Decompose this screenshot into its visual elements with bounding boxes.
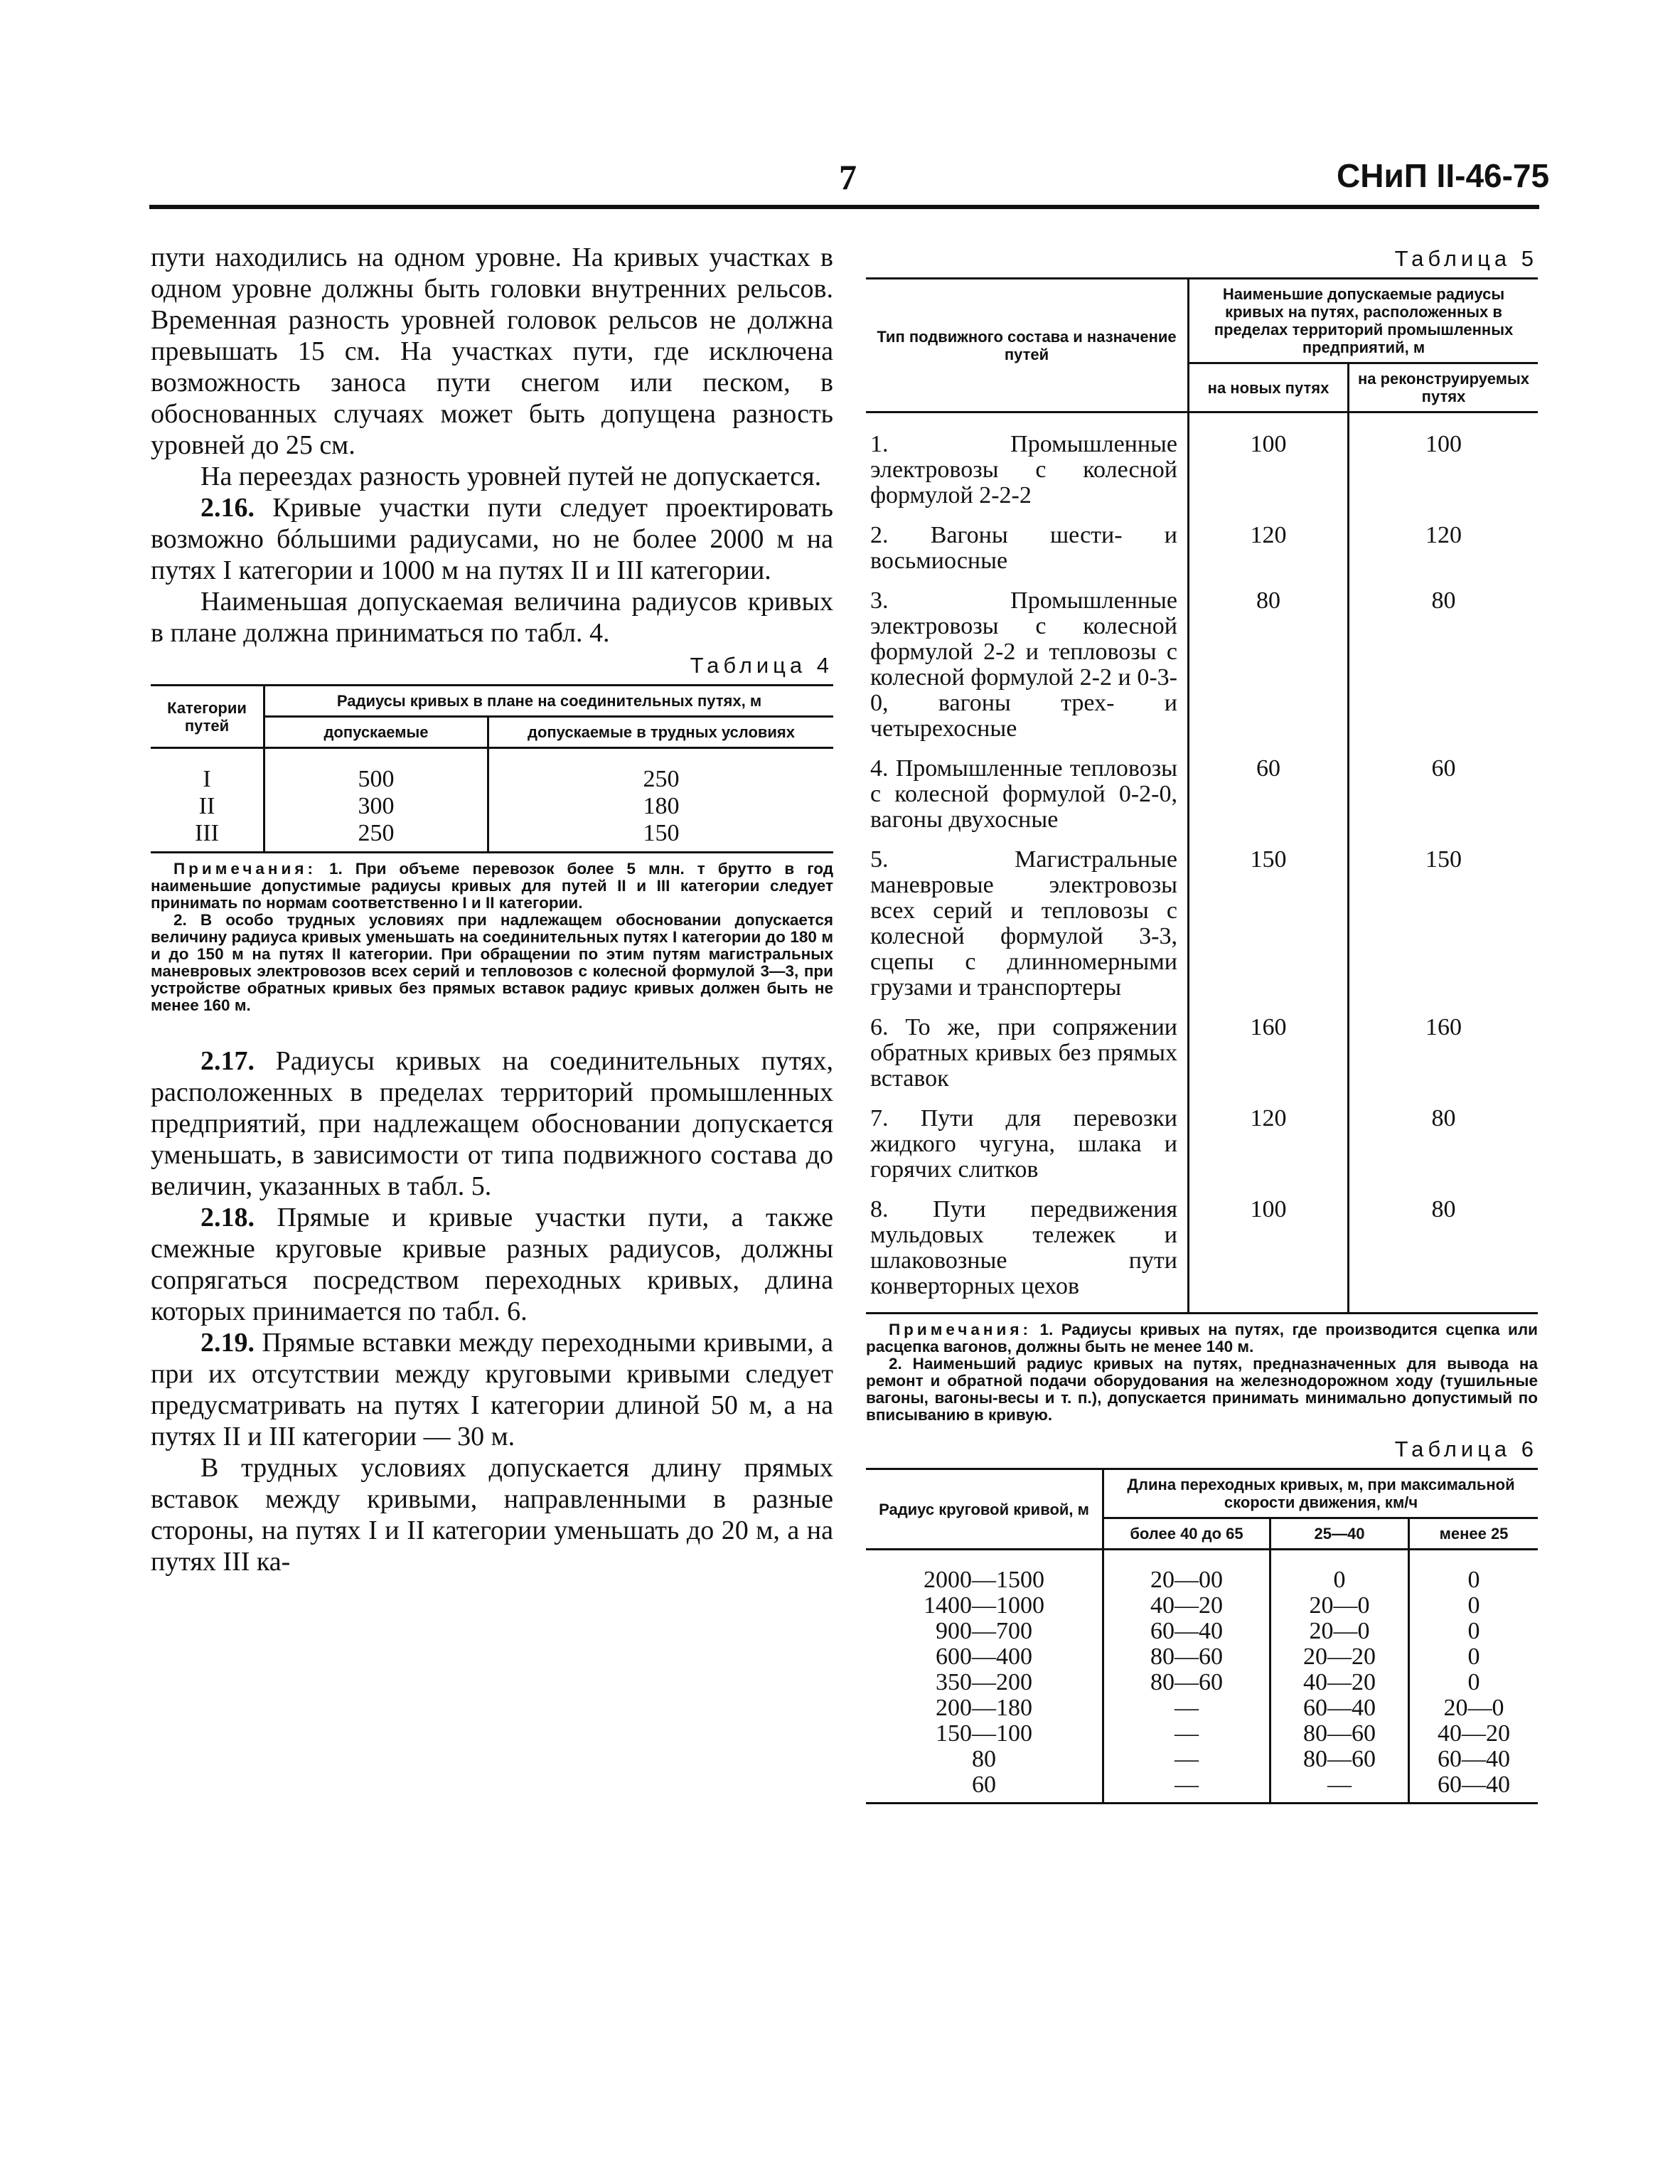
table-row — [151, 820, 833, 853]
table6-header-radius: Радиус круговой кривой, м — [866, 1469, 1103, 1550]
table6-cell-speed-40-65: 40—20 — [1103, 1593, 1270, 1619]
table6-cell-speed-40-65: 80—60 — [1103, 1644, 1270, 1670]
table6-cell-speed-25-40: 20—0 — [1270, 1619, 1409, 1644]
table6-cell-speed-under-25: 0 — [1409, 1567, 1539, 1593]
table6-cell-speed-under-25: 0 — [1409, 1644, 1539, 1670]
table-row — [866, 846, 1538, 1013]
page-number: 7 — [839, 157, 857, 197]
table6-header-speed-25-40: 25—40 — [1270, 1518, 1409, 1550]
table6-cell-speed-40-65: — — [1103, 1772, 1270, 1804]
table6-header-group: Длина переходных кривых, м, при максимальной скорости движения, км/ч — [1103, 1469, 1539, 1518]
table6-cell-speed-25-40: 80—60 — [1270, 1721, 1409, 1747]
clause-number: 2.18. — [200, 1203, 255, 1232]
table5-cell-type: 3. Промышленные электровозы с колесной формулой 2-2 и тепловозы с колесной формулой 2-2 и 0-3-0, вагоны трех- и четырехосные — [870, 587, 1177, 742]
table6-cell-radius: 600—400 — [936, 1644, 1032, 1670]
table6-cell-speed-under-25: 60—40 — [1409, 1747, 1539, 1772]
table6-cell-speed-40-65: 80—60 — [1103, 1670, 1270, 1695]
table-row — [866, 1721, 1538, 1747]
table-row — [866, 1695, 1538, 1721]
table4-header-category: Категории путей — [151, 686, 264, 748]
table4 — [151, 684, 833, 853]
table6-cell-radius: 80 — [972, 1746, 996, 1772]
table5-cell-new: 120 — [1189, 521, 1349, 587]
clause-text: Кривые участки пути следует проектировать возможно бóльшими радиусами, но не более 2000 м на путях I категории и 1000 м на путях II и III категории. — [151, 493, 833, 585]
table5-cell-type: 7. Пути для перевозки жидкого чугуна, шлака и горячих слитков — [870, 1105, 1177, 1183]
clause-number: 2.19. — [200, 1328, 255, 1358]
table6-cell-radius: 900—700 — [936, 1618, 1032, 1644]
table5-cell-type: 2. Вагоны шести- и восьмиосные — [870, 522, 1177, 574]
clause-text: Радиусы кривых на соединительных путях, расположенных в пределах территорий промышленных предприятий, при надлежащем обосновании допускается уменьшать, в зависимости от типа подвижного состава до величин, указанных в табл. 5. — [151, 1046, 833, 1201]
clause-2-19 — [151, 1327, 833, 1452]
table5-cell-type: 1. Промышленные электровозы с колесной формулой 2-2-2 — [870, 431, 1177, 508]
table6-cell-radius: 2000—1500 — [924, 1567, 1044, 1593]
table5-note-1 — [866, 1321, 1538, 1355]
table6-cell-speed-25-40: 40—20 — [1270, 1670, 1409, 1695]
table5-cell-new: 120 — [1189, 1104, 1349, 1195]
table-row — [151, 793, 833, 820]
table6 — [866, 1468, 1538, 1804]
table-row — [866, 1619, 1538, 1644]
clause-text: Прямые вставки между переходными кривыми, а при их отсутствии между круговыми кривыми следует предусматривать на путях I категории длиной 50 м, а на путях II и III категории — 30 м. — [151, 1328, 833, 1451]
table6-cell-speed-under-25: 0 — [1409, 1619, 1539, 1644]
table4-notes — [151, 861, 833, 1014]
table5-cell-reconstructed: 60 — [1349, 755, 1539, 846]
table-row — [866, 1104, 1538, 1195]
table4-cell-allowed: 500 — [264, 766, 488, 793]
table5-cell-new: 160 — [1189, 1013, 1349, 1104]
table6-cell-radius: 60 — [972, 1772, 996, 1798]
table5-cell-new: 100 — [1189, 1195, 1349, 1314]
clause-2-17 — [151, 1045, 833, 1202]
table-row — [866, 1670, 1538, 1695]
table5-cell-reconstructed: 80 — [1349, 1195, 1539, 1314]
table6-cell-radius: 150—100 — [936, 1720, 1032, 1747]
table4-note-1 — [151, 861, 833, 912]
table6-cell-speed-40-65: — — [1103, 1721, 1270, 1747]
table5-cell-reconstructed: 100 — [1349, 430, 1539, 521]
table5-note-2: 2. Наименьший радиус кривых на путях, предназначенных для вывода на ремонт и обратной подачи оборудования на железнодорожном ходу (тушильные вагоны, вагоны-весы и т. п.), допускается принимать минимально допустимый по вписыванию в кривую. — [866, 1355, 1538, 1424]
table5-cell-type: 5. Магистральные маневровые электровозы всех серий и тепловозы с колесной формулой 3-3, сцепы с длинномерными грузами и транспортеры — [870, 846, 1177, 1001]
paragraph-continuation: пути находились на одном уровне. На кривых участках в одном уровне должны быть головки внутренних рельсов. Временная разность уровней головок рельсов не должна превышать 15 см. На участках пути, где исключена возможность заноса пути снегом или песком, в обоснованных случаях может быть допущена разность уровней до 25 см. — [151, 243, 833, 460]
note-text: 1. Радиусы кривых на путях, где производится сцепка или расцепка вагонов, должны быть не менее 140 м. — [866, 1321, 1538, 1355]
table4-caption: Таблица 4 — [690, 653, 833, 678]
right-column — [866, 242, 1538, 1804]
table-row — [866, 1644, 1538, 1670]
table4-cell-hard: 150 — [488, 820, 834, 853]
table5-cell-reconstructed: 160 — [1349, 1013, 1539, 1104]
table6-header-speed-under-25: менее 25 — [1409, 1518, 1539, 1550]
table4-note-2: 2. В особо трудных условиях при надлежащем обосновании допускается величину радиуса кривых уменьшать на соединительных путях I категории до 180 м и до 150 м на путях II категории. При обращении по этим путям магистральных маневровых электровозов всех серий и тепловозов с колесной формулой 3—3, при устройстве обратных кривых без прямых вставок радиус кривых должен быть не менее 160 м. — [151, 911, 833, 1014]
table5-header-reconstructed: на реконструируемых путях — [1349, 363, 1539, 412]
table-row — [151, 766, 833, 793]
table6-cell-speed-25-40: 80—60 — [1270, 1747, 1409, 1772]
table-row — [866, 430, 1538, 521]
table5-cell-reconstructed: 80 — [1349, 587, 1539, 755]
table4-cell-hard: 250 — [488, 766, 834, 793]
table5-cell-type: 8. Пути передвижения мульдовых тележек и шлаковозные пути конверторных цехов — [870, 1196, 1177, 1299]
clause-2-18 — [151, 1202, 833, 1327]
table5-cell-reconstructed: 120 — [1349, 521, 1539, 587]
table-row — [866, 1195, 1538, 1314]
table6-cell-speed-40-65: 20—00 — [1103, 1567, 1270, 1593]
table6-cell-speed-25-40: 60—40 — [1270, 1695, 1409, 1721]
table-row — [866, 1593, 1538, 1619]
table6-cell-speed-25-40: 20—20 — [1270, 1644, 1409, 1670]
paragraph-crossings: На переездах разность уровней путей не допускается. — [200, 462, 822, 491]
table6-caption: Таблица 6 — [1394, 1437, 1538, 1461]
table-row — [866, 587, 1538, 755]
table5-cell-new: 60 — [1189, 755, 1349, 846]
table-row — [866, 755, 1538, 846]
table6-cell-speed-under-25: 20—0 — [1409, 1695, 1539, 1721]
table6-cell-speed-under-25: 60—40 — [1409, 1772, 1539, 1804]
table5-cell-new: 150 — [1189, 846, 1349, 1013]
clause-text: Прямые и кривые участки пути, а также смежные круговые кривые разных радиусов, должны сопрягаться посредством переходных кривых, длина которых принимается по табл. 6. — [151, 1203, 833, 1326]
paragraph-hard-conditions: В трудных условиях допускается длину прямых вставок между кривыми, направленными в разные стороны, на путях I и II категории уменьшать до 20 м, а на путях III ка- — [151, 1453, 833, 1577]
table6-cell-radius: 200—180 — [936, 1695, 1032, 1721]
table6-cell-speed-40-65: — — [1103, 1747, 1270, 1772]
table5-caption: Таблица 5 — [1394, 246, 1538, 271]
table6-cell-speed-40-65: 60—40 — [1103, 1619, 1270, 1644]
clause-2-16 — [151, 492, 833, 586]
table6-cell-speed-under-25: 40—20 — [1409, 1721, 1539, 1747]
table5-cell-type: 4. Промышленные тепловозы с колесной формулой 0-2-0, вагоны двухосные — [870, 755, 1177, 833]
clause-number: 2.16. — [200, 493, 255, 523]
notes-label: Примечания: — [173, 860, 316, 878]
table6-cell-speed-40-65: — — [1103, 1695, 1270, 1721]
note-text: 1. При объеме перевозок более 5 млн. т брутто в год наименьшие допустимые радиусы кривых для путей II и III категории следует принимать по нормам соответственно I и II категории. — [151, 860, 833, 912]
table5-cell-type: 6. То же, при сопряжении обратных кривых без прямых вставок — [870, 1014, 1177, 1092]
table4-cell-category: III — [195, 820, 219, 846]
table5-cell-reconstructed: 150 — [1349, 846, 1539, 1013]
table6-cell-speed-under-25: 0 — [1409, 1670, 1539, 1695]
table4-cell-category: I — [203, 766, 211, 792]
table5-cell-reconstructed: 80 — [1349, 1104, 1539, 1195]
table-row — [866, 1747, 1538, 1772]
table5 — [866, 277, 1538, 1314]
table5-notes — [866, 1321, 1538, 1424]
table4-header-hard: допускаемые в трудных условиях — [488, 717, 834, 748]
table6-cell-speed-25-40: — — [1270, 1772, 1409, 1804]
table6-cell-speed-25-40: 20—0 — [1270, 1593, 1409, 1619]
table-row — [866, 1772, 1538, 1804]
table6-cell-radius: 1400—1000 — [924, 1592, 1044, 1619]
table5-cell-new: 100 — [1189, 430, 1349, 521]
table4-cell-allowed: 250 — [264, 820, 488, 853]
table4-cell-category: II — [198, 793, 215, 819]
paragraph-min-radius: Наименьшая допускаемая величина радиусов кривых в плане должна приниматься по табл. 4. — [151, 587, 833, 648]
table6-header-speed-40-65: более 40 до 65 — [1103, 1518, 1270, 1550]
table-row — [866, 1013, 1538, 1104]
table4-header-allowed: допускаемые — [264, 717, 488, 748]
table-row — [866, 1567, 1538, 1593]
document-code: СНиП II-46-75 — [1337, 157, 1550, 194]
left-column — [151, 242, 833, 1577]
table4-cell-allowed: 300 — [264, 793, 488, 820]
notes-label: Примечания: — [889, 1321, 1032, 1338]
table6-cell-speed-under-25: 0 — [1409, 1593, 1539, 1619]
table6-cell-speed-25-40: 0 — [1270, 1567, 1409, 1593]
table6-cell-radius: 350—200 — [936, 1669, 1032, 1695]
table5-header-group: Наименьшие допускаемые радиусы кривых на путях, расположенных в пределах территорий промышленных предприятий, м — [1189, 279, 1539, 363]
table5-header-type: Тип подвижного состава и назначение путей — [866, 279, 1189, 412]
header-rule — [149, 205, 1539, 209]
table-row — [866, 521, 1538, 587]
clause-number: 2.17. — [200, 1046, 255, 1076]
table4-cell-hard: 180 — [488, 793, 834, 820]
table5-header-new: на новых путях — [1189, 363, 1349, 412]
table5-cell-new: 80 — [1189, 587, 1349, 755]
table4-header-group: Радиусы кривых в плане на соединительных путях, м — [264, 686, 834, 717]
